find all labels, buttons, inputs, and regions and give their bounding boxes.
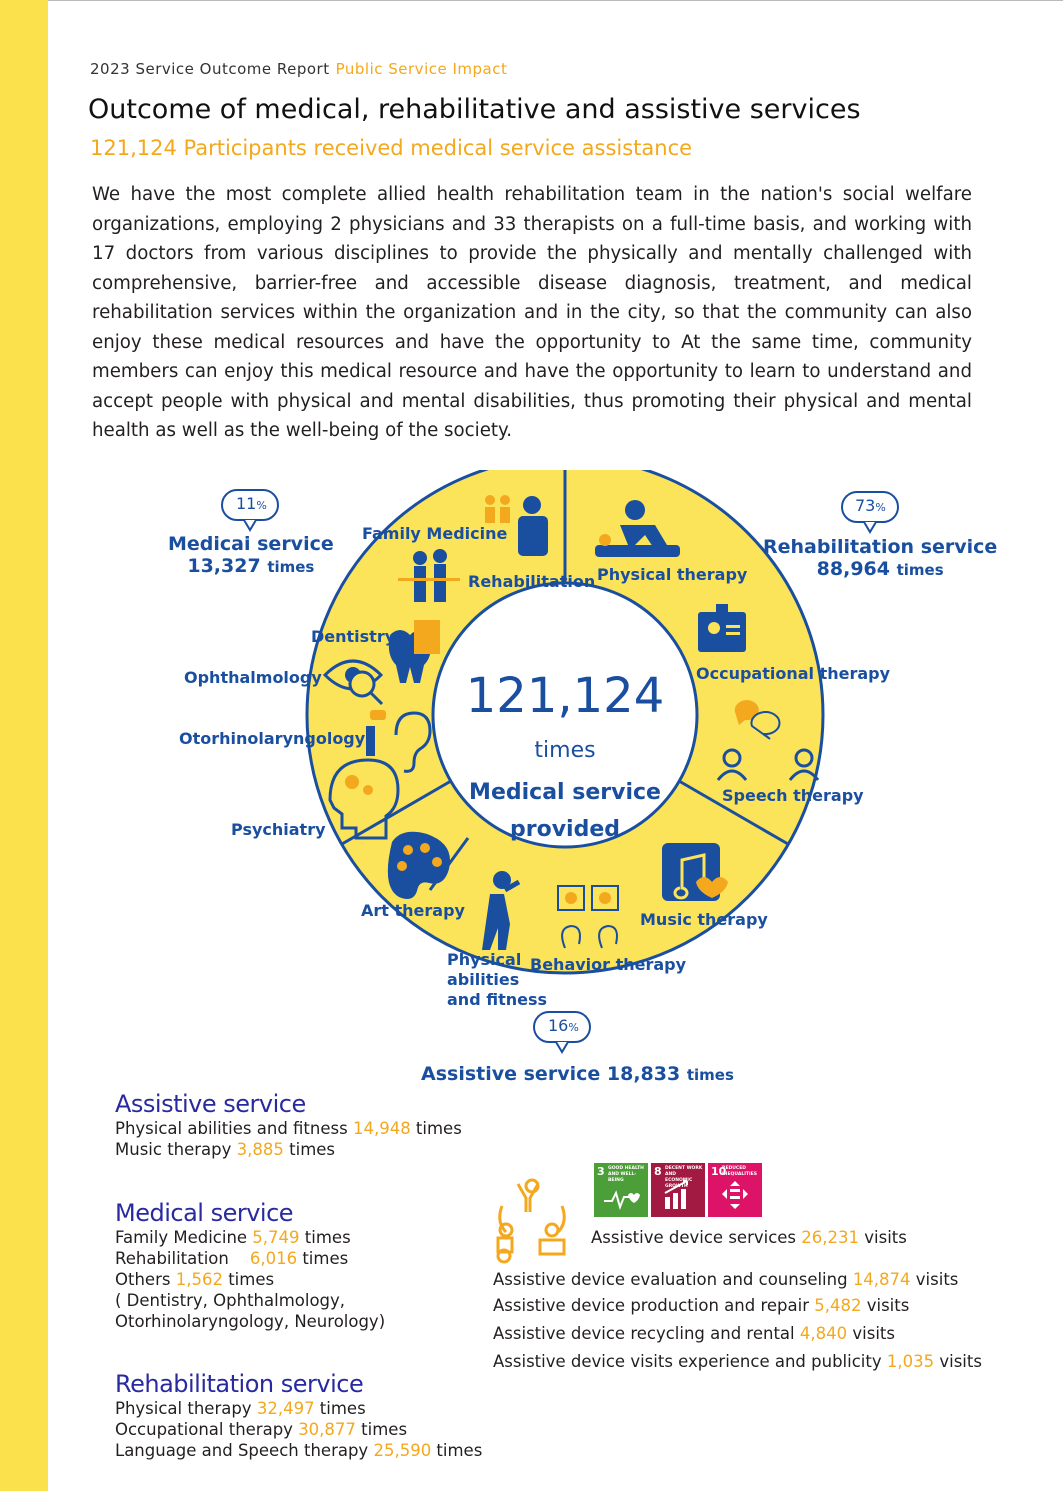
behavior-therapy-label: Behavior therapy [530, 955, 687, 974]
assistive-device-icon [488, 1176, 578, 1266]
music-therapy-label: Music therapy [640, 910, 768, 929]
list-item: Occupational therapy 30,877 times [115, 1420, 408, 1439]
list-item: Assistive device production and repair 5,482 visits [493, 1296, 910, 1315]
assistive-service-label [421, 1063, 734, 1085]
rehab-percent: 73% [855, 496, 886, 515]
list-item: Language and Speech therapy 25,590 times [115, 1441, 483, 1460]
top-divider [48, 0, 1063, 1]
medical-section [115, 1199, 386, 1332]
rehab-heading: Rehabilitation service [115, 1370, 364, 1398]
medical-service-label [168, 533, 334, 577]
center-caption: Medical service provided [469, 780, 661, 842]
list-item: Physical therapy 32,497 times [115, 1399, 366, 1418]
page-title: Outcome of medical, rehabilitative and assistive services [88, 94, 861, 125]
art-therapy-label: Art therapy [361, 901, 465, 920]
medical-service-name: Medicai service [168, 533, 334, 555]
list-item: Assistive device evaluation and counseling 14,874 visits [493, 1270, 959, 1289]
assistive-service-unit: times [686, 1066, 734, 1084]
page-subtitle: 121,124 Participants received medical service assistance [90, 136, 693, 160]
assistive-section [115, 1090, 462, 1160]
speech-therapy-label: Speech therapy [722, 786, 864, 805]
medical-service-unit: times [267, 558, 315, 576]
occupational-therapy-label: Occupational therapy [696, 664, 891, 683]
physical-therapy-label: Physical therapy [597, 565, 748, 584]
otorhinolaryngology-label: Otorhinolaryngology [179, 729, 366, 748]
psychiatry-label: Psychiatry [231, 820, 326, 839]
center-unit: times [534, 738, 596, 763]
medical-heading: Medical service [115, 1199, 294, 1227]
list-item: Music therapy 3,885 times [115, 1140, 336, 1159]
list-item: Assistive device recycling and rental 4,840 visits [493, 1324, 895, 1343]
assistive-percent: 16% [548, 1016, 579, 1035]
rehab-service-name: Rehabilitation service [763, 536, 998, 558]
rehabilitation-label: Rehabilitation [468, 572, 596, 591]
medical-percent: 11% [236, 494, 267, 513]
report-name: 2023 Service Outcome Report [90, 60, 330, 78]
report-header [90, 60, 507, 78]
center-total: 121,124 [465, 668, 665, 724]
rehab-section [115, 1370, 483, 1461]
medical-note-2: Otorhinolaryngology, Neurology) [115, 1312, 386, 1331]
medical-service-count: 13,327 [187, 555, 261, 577]
medical-note-1: ( Dentistry, Ophthalmology, [115, 1291, 346, 1310]
list-item: Rehabilitation 6,016 times [115, 1249, 349, 1268]
intro-paragraph: We have the most complete allied health rehabilitation team in the nation's social welfare organizations, employing 2 physicians and 33 therapists on a full-time basis, and working with 17 doctors from various disciplines to provide the physically and mentally challenged with comprehensive, barrier-free and accessible disease diagnosis, treatment, and medical rehabilitation services within the organization and in the city, so that the community can also enjoy these medical resources and have the opportunity to At the same time, community members can enjoy this medical resource and have the opportunity to learn to understand and accept people with physical and mental disabilities, thus promoting their physical and mental health as well as the well-being of the society. [92, 184, 972, 441]
sdg-10-badge: 10 REDUCED INEQUALITIES [708, 1163, 762, 1217]
assistive-heading: Assistive service [115, 1090, 306, 1118]
rehab-service-label [763, 536, 997, 580]
music-note-icon [662, 843, 728, 901]
list-item: Family Medicine 5,749 times [115, 1228, 351, 1247]
list-item: Assistive device visits experience and publicity 1,035 visits [493, 1352, 982, 1371]
assistive-service-name: Assistive service [421, 1063, 601, 1085]
device-total: Assistive device services 26,231 visits [591, 1228, 907, 1247]
rehab-service-count: 88,964 [816, 558, 890, 580]
dentistry-label: Dentistry [311, 627, 396, 646]
ophthalmology-label: Ophthalmology [184, 668, 322, 687]
rehab-service-unit: times [896, 561, 944, 579]
list-item: Physical abilities and fitness 14,948 times [115, 1119, 462, 1138]
report-tag: Public Service Impact [335, 60, 508, 78]
list-item: Others 1,562 times [115, 1270, 275, 1289]
assistive-service-count: 18,833 [606, 1063, 681, 1085]
sdg-8-badge: 8 DECENT WORK AND ECONOMIC GROWTH [651, 1163, 705, 1217]
physical-fitness-label: Physical abilities and fitness [447, 950, 548, 1009]
sdg-3-badge: 3 GOOD HEALTH AND WELL-BEING [594, 1163, 648, 1217]
family-medicine-label: Family Medicine [362, 524, 508, 543]
